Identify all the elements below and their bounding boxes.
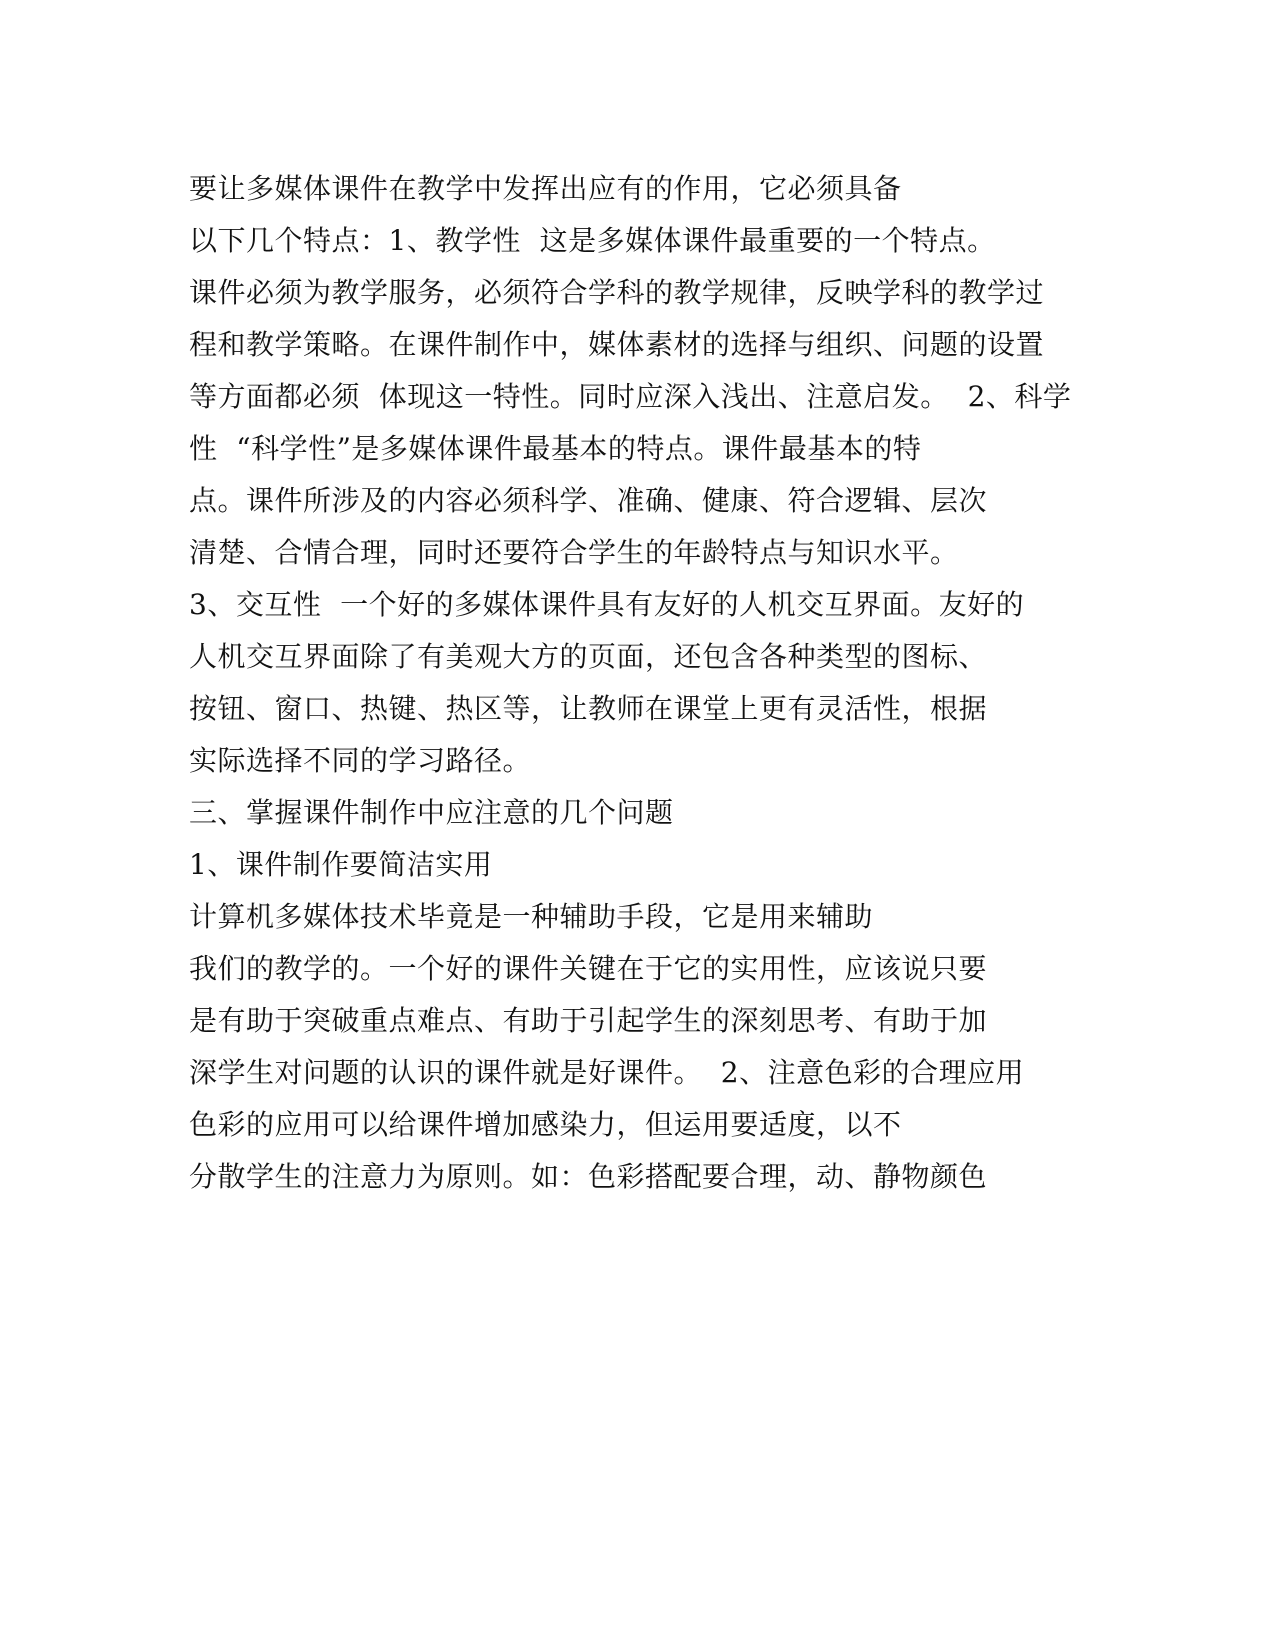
- text-line: 3、交互性 一个好的多媒体课件具有友好的人机交互界面。友好的: [189, 588, 1025, 621]
- text-line: 按钮、窗口、热键、热区等，让教师在课堂上更有灵活性，根据: [189, 692, 988, 725]
- text-line: 计算机多媒体技术毕竟是一种辅助手段，它是用来辅助: [189, 900, 874, 933]
- body-text: [189, 163, 1089, 1203]
- text-line: 清楚、合情合理，同时还要符合学生的年龄特点与知识水平。: [189, 536, 959, 569]
- text-line: 分散学生的注意力为原则。如：色彩搭配要合理，动、静物颜色: [189, 1160, 988, 1193]
- text-line: 人机交互界面除了有美观大方的页面，还包含各种类型的图标、: [189, 640, 988, 673]
- text-line: 性 “科学性”是多媒体课件最基本的特点。课件最基本的特: [189, 432, 922, 465]
- text-line: 等方面都必须 体现这一特性。同时应深入浅出、注意启发。 2、科学: [189, 380, 1072, 413]
- section-heading: 三、掌握课件制作中应注意的几个问题: [189, 796, 674, 829]
- text-line: 课件必须为教学服务，必须符合学科的教学规律，反映学科的教学过: [189, 276, 1045, 309]
- text-line: 是有助于突破重点难点、有助于引起学生的深刻思考、有助于加: [189, 1004, 988, 1037]
- subsection-heading: 1、课件制作要简洁实用: [189, 848, 493, 881]
- text-line: 程和教学策略。在课件制作中，媒体素材的选择与组织、问题的设置: [189, 328, 1045, 361]
- text-line: 要让多媒体课件在教学中发挥出应有的作用，它必须具备: [189, 172, 902, 205]
- text-line: 以下几个特点：1、教学性 这是多媒体课件最重要的一个特点。: [189, 224, 996, 257]
- text-line: 实际选择不同的学习路径。: [189, 744, 532, 777]
- text-line: 深学生对问题的认识的课件就是好课件。 2、注意色彩的合理应用: [189, 1056, 1025, 1089]
- text-line: 点。课件所涉及的内容必须科学、准确、健康、符合逻辑、层次: [189, 484, 988, 517]
- text-line: 我们的教学的。一个好的课件关键在于它的实用性，应该说只要: [189, 952, 988, 985]
- text-line: 色彩的应用可以给课件增加感染力，但运用要适度，以不: [189, 1108, 902, 1141]
